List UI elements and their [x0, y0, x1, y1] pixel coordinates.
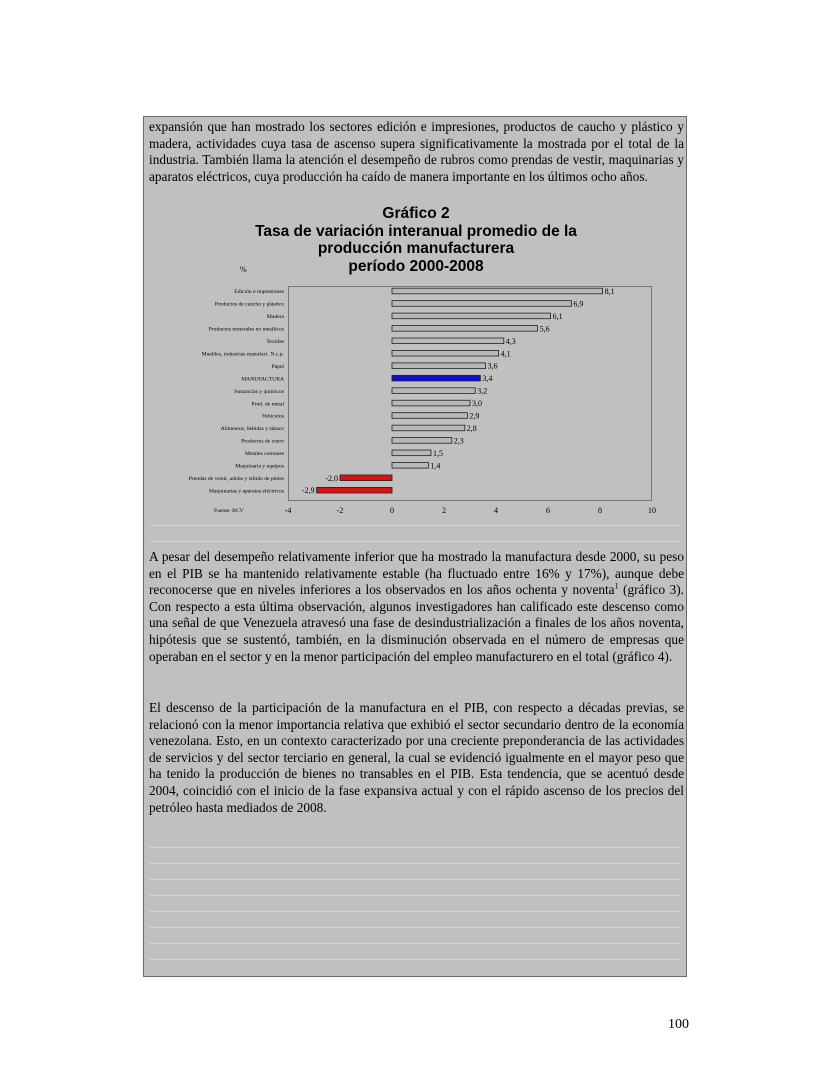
x-tick-label: 6	[546, 506, 550, 515]
category-label: Edición e impresiones	[234, 289, 284, 296]
chart-title-line-1: Gráfico 2	[382, 205, 450, 222]
paragraph-2-text: A pesar del desempeño relativamente inferior que ha mostrado la manufactura desde 2000, su peso en el PIB se ha mantenido relativamente estable (ha fluctuado entre 16% y 17%), aunque debe reconocerse que en niveles inferiores a los observados en los años ochenta y noventa	[149, 549, 684, 598]
data-label: -2,9	[301, 486, 315, 496]
x-tick-label: 2	[442, 506, 446, 515]
paragraph-1: expansión que han mostrado los sectores edición e impresiones, productos de caucho y plástico y madera, actividades cuya tasa de ascenso supera significativamente la mostrada por el total de la industria. También llama la atención el desempeño de rubros como prendas de vestir, maquinarias y aparatos eléctricos, cuya producción ha caído de manera importante en los últimos ocho años.	[149, 119, 684, 184]
x-tick-label: -4	[284, 506, 292, 515]
divider	[149, 863, 681, 864]
divider	[149, 847, 681, 848]
x-tick-label: 10	[648, 506, 656, 515]
category-label: Alimentos, bebidas y tabaco	[220, 426, 284, 433]
page-number: 100	[668, 1017, 689, 1032]
data-label: 3,2	[477, 386, 488, 396]
data-label: 4,1	[500, 349, 511, 359]
data-label: -2,0	[325, 473, 338, 483]
x-tick-label: 4	[494, 506, 498, 515]
bar-chart	[144, 117, 688, 537]
chart-title-line-4: período 2000-2008	[348, 257, 484, 275]
bar	[392, 400, 470, 406]
category-label: Muebles, industrias manufact. N.c.p.	[201, 351, 284, 358]
category-label: Madera	[266, 314, 284, 321]
bar	[317, 487, 392, 493]
x-tick-label: 8	[598, 506, 602, 515]
bar	[392, 375, 480, 381]
category-label: Textiles	[266, 339, 284, 345]
bar	[392, 413, 467, 419]
bar	[340, 475, 392, 481]
bar	[392, 425, 465, 431]
bar	[392, 463, 428, 469]
divider	[149, 541, 681, 542]
category-label: Productos minerales no metálicos	[208, 326, 284, 333]
paragraph-3: El descenso de la participación de la manufactura en el PIB, con respecto a décadas previas, se relacionó con la menor importancia relativa que exhibió el sector secundario dentro de la economía venezolana. Esto, en un contexto caracterizado por una creciente preponderancia de las actividades de servicios y del sector terciario en general, la cual se evidenció igualmente en el mayor peso que ha tenido la producción de bienes no transables en el PIB. Esta tendencia, que se acentuó desde 2004, coincidió con el inicio de la fase expansiva actual y con el rápido ascenso de los precios del petróleo hasta mediados de 2008.	[149, 700, 684, 815]
unit-label: %	[240, 265, 247, 274]
x-tick-label: -2	[336, 506, 344, 515]
content-box	[143, 116, 687, 977]
paragraph-2	[149, 549, 684, 665]
bar	[392, 326, 538, 332]
data-label: 1,4	[430, 461, 441, 471]
bar	[392, 301, 571, 307]
paragraph-2-text-cont: (gráfico 3). Con respecto a esta última observación, algunos investigadores han calificado este descenso como una señal de que Venezuela atravesó una fase de desindustrialización a finales de los años noventa, hipótesis que se sustentó, también, en la disminución observada en el número de empresas que operaban en el sector y en la menor participación del empleo manufacturero en el total (gráfico 4).	[149, 582, 684, 664]
data-label: 2,3	[453, 436, 464, 446]
category-label: Maquinarias y aparatos eléctricos	[208, 488, 284, 495]
category-label: Maquinaria y equipos	[235, 463, 284, 470]
data-label: 5,6	[539, 324, 550, 334]
category-label: Productos de cuero	[241, 438, 284, 445]
divider	[149, 927, 681, 928]
data-label: 6,1	[552, 311, 563, 321]
data-label: 1,5	[433, 448, 443, 458]
divider	[149, 943, 681, 944]
data-label: 3,0	[472, 399, 482, 409]
x-tick-label: 0	[390, 506, 394, 515]
data-label: 3,4	[482, 374, 493, 384]
divider	[149, 895, 681, 896]
bar	[392, 438, 452, 444]
category-label: Sustancias y químicos	[234, 388, 284, 395]
category-label: Papel	[271, 363, 284, 370]
data-label: 4,3	[505, 336, 516, 346]
category-label: MANUFACTURA	[241, 376, 284, 383]
data-label: 2,9	[469, 411, 480, 421]
divider	[149, 525, 681, 526]
bar	[392, 350, 499, 356]
data-label: 2,8	[466, 423, 477, 433]
category-label: Productos de caucho y plástico	[214, 301, 284, 308]
bar	[392, 313, 551, 319]
data-label: 8,1	[604, 287, 615, 296]
divider	[149, 879, 681, 880]
data-label: 6,9	[573, 299, 584, 309]
bar	[392, 338, 504, 344]
bar	[392, 388, 475, 394]
category-label: Prendas de vestir, adobo y teñido de pieles	[188, 475, 284, 482]
footnote-ref: 1	[614, 581, 619, 591]
category-label: Metales comunes	[245, 451, 284, 458]
bar	[392, 363, 486, 369]
bar	[392, 288, 603, 294]
source-note: Fuente: BCV	[214, 508, 244, 514]
category-label: Prod. de metal	[251, 401, 284, 408]
divider	[149, 959, 681, 960]
chart-title-line-3: producción manufacturera	[317, 240, 515, 257]
data-label: 3,6	[487, 361, 498, 371]
bar	[392, 450, 431, 456]
divider	[149, 911, 681, 912]
category-label: Vehículos	[261, 413, 284, 420]
chart-title-line-2: Tasa de variación interanual promedio de la	[255, 222, 577, 240]
